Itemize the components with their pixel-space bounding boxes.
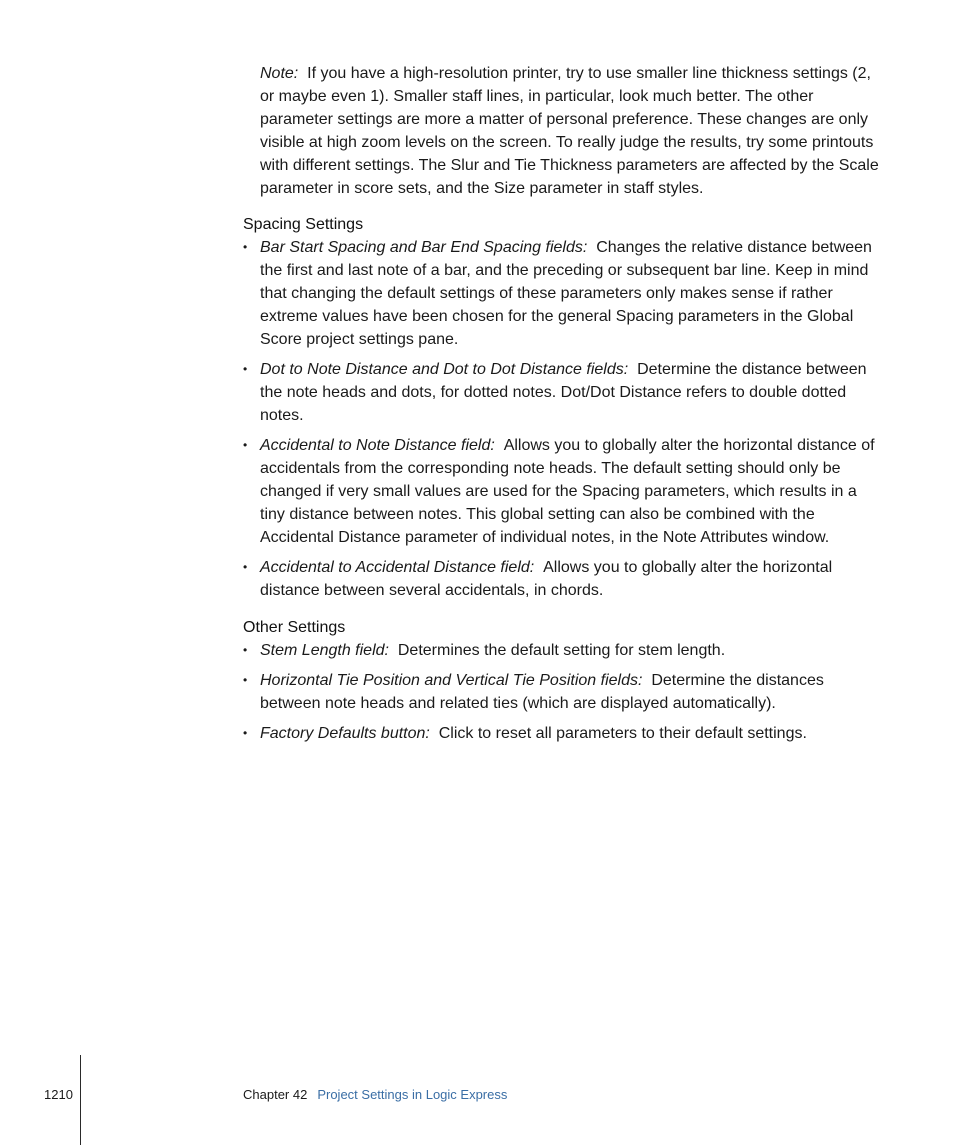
list-item	[243, 434, 883, 549]
note-paragraph	[260, 62, 883, 200]
note-text: If you have a high-resolution printer, try to use smaller line thickness settings (2, or maybe even 1). Smaller staff lines, in particular, look much better. The other parameter settings are more a matter of personal preference. These changes are only visible at high zoom levels on the screen. To really judge the results, try some printouts with different settings. The Slur and Tie Thickness parameters are affected by the Scale parameter in score sets, and the Size parameter in staff styles.	[260, 65, 879, 197]
item-text: Click to reset all parameters to their default settings.	[438, 725, 807, 742]
list-item	[243, 236, 883, 351]
item-lead: Horizontal Tie Position and Vertical Tie Position fields:	[260, 672, 643, 689]
item-lead: Accidental to Accidental Distance field:	[260, 559, 535, 576]
bullet-icon: •	[243, 560, 248, 574]
bullet-icon: •	[243, 673, 248, 687]
list-item	[243, 556, 883, 602]
list-item	[243, 639, 883, 662]
item-text: Determine the distances between note heads and related ties (which are displayed automatically).	[260, 672, 824, 712]
item-text: Allows you to globally alter the horizontal distance of accidentals from the corresponding note heads. The default setting should only be changed if very small values are used for the Spacing parameters, which results in a tiny distance between notes. This global setting can also be combined with the Accidental Distance parameter of individual notes, in the Note Attributes window.	[260, 437, 875, 546]
footer-chapter	[243, 1085, 507, 1105]
list-item	[243, 722, 883, 745]
note-lead: Note:	[260, 65, 299, 82]
chapter-label: Chapter 42	[243, 1087, 308, 1102]
item-lead: Dot to Note Distance and Dot to Dot Distance fields:	[260, 361, 629, 378]
item-lead: Bar Start Spacing and Bar End Spacing fields:	[260, 239, 588, 256]
item-lead: Factory Defaults button:	[260, 725, 430, 742]
item-text: Allows you to globally alter the horizontal distance between several accidentals, in chords.	[260, 559, 833, 599]
spacing-settings-list	[243, 236, 883, 602]
footer-divider	[80, 1055, 81, 1145]
other-settings-heading: Other Settings	[243, 619, 346, 636]
list-item	[243, 669, 883, 715]
item-text: Changes the relative distance between the first and last note of a bar, and the preceding or subsequent bar line. Keep in mind that changing the default settings of these parameters only makes sense if rather extreme values have been chosen for the general Spacing parameters in the Global Score project settings pane.	[260, 239, 872, 348]
bullet-icon: •	[243, 362, 248, 376]
item-lead: Stem Length field:	[260, 642, 389, 659]
item-lead: Accidental to Note Distance field:	[260, 437, 495, 454]
bullet-icon: •	[243, 240, 248, 254]
bullet-icon: •	[243, 726, 248, 740]
page-body	[243, 62, 883, 752]
bullet-icon: •	[243, 643, 248, 657]
other-settings-list	[243, 639, 883, 745]
spacing-settings-heading: Spacing Settings	[243, 216, 364, 233]
page-number: 1210	[44, 1087, 73, 1102]
section-spacer	[243, 609, 883, 616]
item-text: Determines the default setting for stem length.	[397, 642, 726, 659]
list-item	[243, 358, 883, 427]
item-text: Determine the distance between the note heads and dots, for dotted notes. Dot/Dot Distance refers to double dotted notes.	[260, 361, 867, 424]
bullet-icon: •	[243, 438, 248, 452]
chapter-title-link[interactable]: Project Settings in Logic Express	[317, 1087, 508, 1102]
